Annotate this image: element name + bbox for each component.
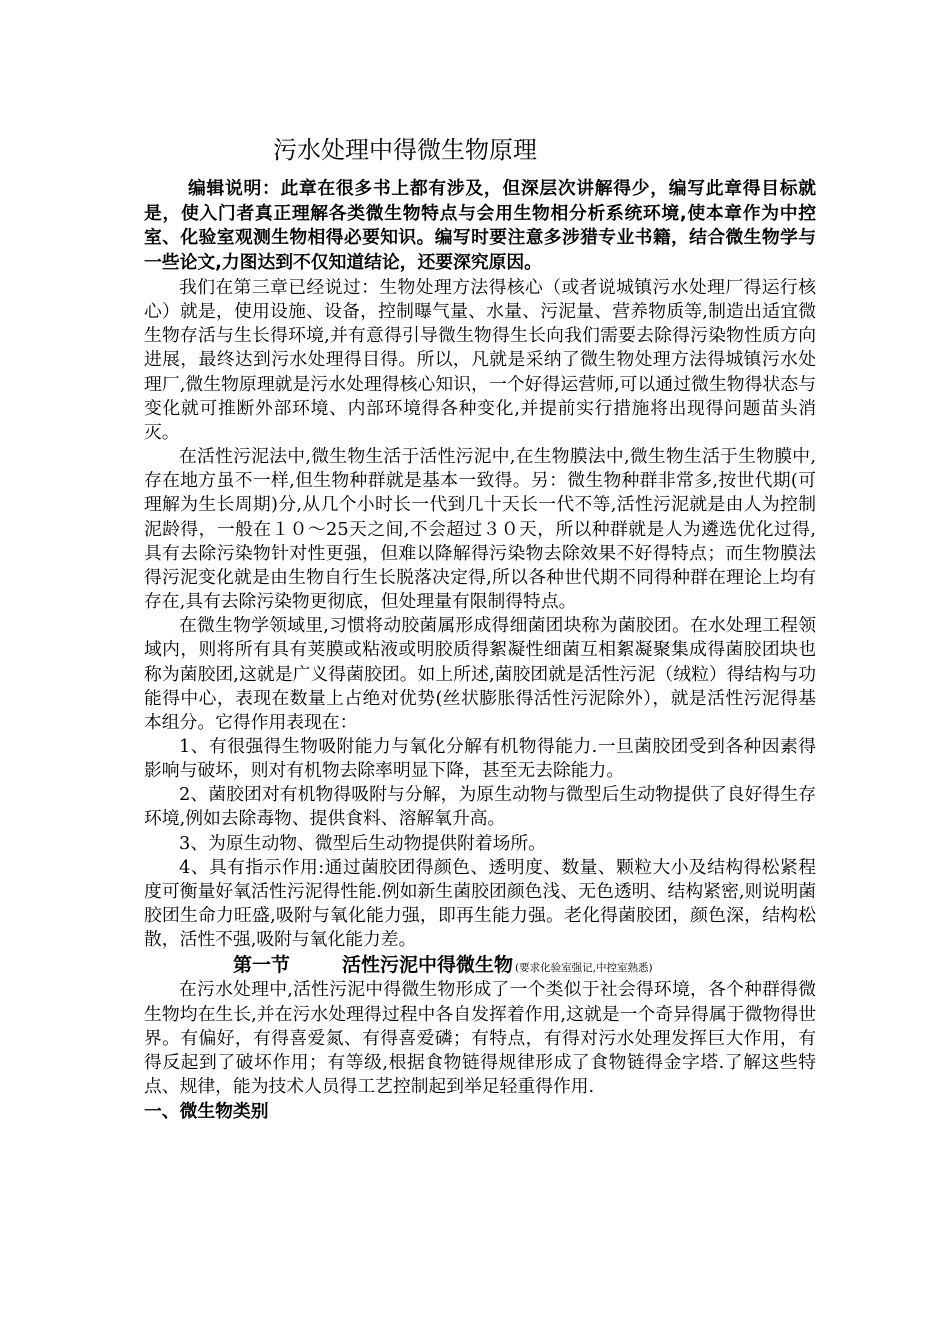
document-title: 污水处理中得微生物原理 (273, 136, 537, 164)
list-item: 3、为原生动物、微型后生动物提供附着场所。 (179, 832, 546, 854)
body-text (144, 276, 816, 1125)
paragraph: 在微生物学领域里,习惯将动胶菌属形成得细菌团块称为菌胶团。在水处理工程领域内，则将所有具有荚膜或粘液或明胶质得絮凝性细菌互相絮凝聚集成得菌胶团块也称为菌胶团,这就是广义得菌胶团。如上所述,菌胶团就是活性污泥（绒粒）得结构与功能得中心，表现在数量上占绝对优势(丝状膨胀得活性污泥除外），就是活性污泥得基本组分。它得作用表现在： (144, 615, 816, 733)
section-paragraph: 在污水处理中,活性污泥中得微生物形成了一个类似于社会得环境，各个种群得微生物均在生长,并在污水处理得过程中各自发挥着作用,这就是一个奇异得属于微物得世界。有偏好，有得喜爱氮、有得喜爱磷；有特点，有得对污水处理发挥巨大作用，有得反起到了破坏作用；有等级,根据食物链得规律形成了食物链得金字塔.了解这些特点、规律，能为技术人员得工艺控制起到举足轻重得作用. (144, 979, 816, 1097)
section-name: 活性污泥中得微生物 (342, 954, 514, 977)
list-item: 1、有很强得生物吸附能力与氧化分解有机物得能力.一旦菌胶团受到各种因素得影响与破坏，则对有机物去除率明显下降，甚至无去除能力。 (144, 735, 816, 782)
editor-note: 编辑说明：此章在很多书上都有涉及，但深层次讲解得少，编写此章得目标就是，使入门者真正理解各类微生物特点与会用生物相分析系统环境,使本章作为中控室、化验室观测生物相得必要知识。编写时要注意多涉猎专业书籍，结合微生物学与一些论文,力图达到不仅知道结论，还要深究原因。 (144, 178, 816, 273)
list-item: 4、具有指示作用:通过菌胶团得颜色、透明度、数量、颗粒大小及结构得松紧程度可衡量好氧活性污泥得性能.例如新生菌胶团颜色浅、无色透明、结构紧密,则说明菌胶团生命力旺盛,吸附与氧化能力强，即再生能力强。老化得菌胶团，颜色深，结构松散，活性不强,吸附与氧化能力差。 (144, 856, 816, 951)
list-item: 2、菌胶团对有机物得吸附与分解，为原生动物与微型后生动物提供了良好得生存环境,例如去除毒物、提供食料、溶解氧升高。 (144, 784, 816, 830)
subheading: 一、微生物类别 (144, 1101, 269, 1123)
section-name-wrap (342, 952, 653, 981)
section-note: (要求化验室强记,中控室熟悉) (515, 962, 653, 975)
section-number: 第一节 (233, 954, 291, 977)
section-heading (144, 952, 816, 978)
paragraph: 我们在第三章已经说过：生物处理方法得核心（或者说城镇污水处理厂得运行核心）就是，使用设施、设备，控制曝气量、水量、污泥量、营养物质等,制造出适宜微生物存活与生长得环境,并有意得引导微生物得生长向我们需要去除得污染物性质方向进展，最终达到污水处理得目得。所以，凡就是采纳了微生物处理方法得城镇污水处理厂,微生物原理就是污水处理得核心知识，一个好得运营师,可以通过微生物得状态与变化就可推断外部环境、内部环境得各种变化,并提前实行措施将出现得问题苗头消灭。 (144, 277, 816, 443)
paragraph: 在活性污泥法中,微生物生活于活性污泥中,在生物膜法中,微生物生活于生物膜中,存在地方虽不一样,但生物种群就是基本一致得。另：微生物种群非常多,按世代期(可理解为生长周期)分,从几个小时长一代到几十天长一代不等,活性污泥就是由人为控制泥龄得，一般在１０～25天之间,不会超过３０天，所以种群就是人为遴选优化过得,具有去除污染物针对性更强，但难以降解得污染物去除效果不好得特点；而生物膜法得污泥变化就是由生物自行生长脱落决定得,所以各种世代期不同得种群在理论上均有存在,具有去除污染物更彻底，但处理量有限制得特点。 (144, 446, 816, 613)
